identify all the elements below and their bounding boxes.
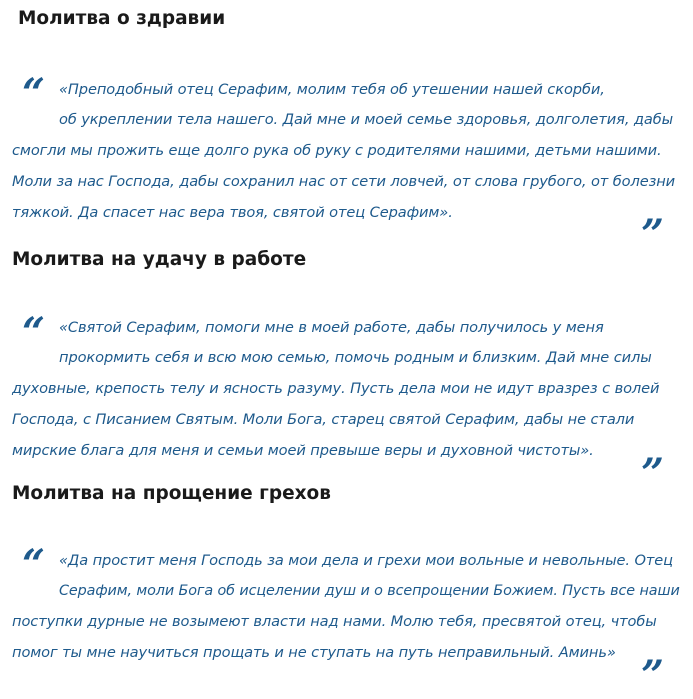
quote-line: «Святой Серафим, помоги мне в моей работе, дабы получилось у меня	[59, 319, 604, 336]
quote-line: Серафим, моли Бога об исцелении душ и о всепрощении Божием. Пусть все наши	[59, 583, 680, 599]
section-heading-health: Молитва о здравии	[18, 8, 226, 29]
quote-line: об укреплении тела нашего. Дай мне и моей семье здоровья, долголетия, дабы	[59, 111, 674, 128]
section-heading-work: Молитва на удачу в работе	[12, 249, 307, 270]
section-heading-forgiveness: Молитва на прощение грехов	[12, 483, 331, 504]
open-quote-icon: “	[22, 70, 46, 117]
quote-line: Моли за нас Господа, дабы сохранил нас от сети ловчей, от слова грубого, от болезни	[12, 173, 676, 190]
quote-line: духовные, крепость телу и ясность разуму. Пусть дела мои не идут вразрез с волей	[12, 380, 660, 397]
close-quote-icon: ”	[641, 652, 665, 699]
close-quote-icon: ”	[641, 450, 665, 497]
quote-line: помог ты мне научиться прощать и не ступать на путь неправильный. Аминь»	[12, 644, 616, 661]
quote-line: поступки дурные не возымеют власти над нами. Молю тебя, пресвятой отец, чтобы	[12, 613, 657, 630]
quote-line: тяжкой. Да спасет нас вера твоя, святой отец Серафим».	[12, 204, 453, 221]
quote-line: «Да простит меня Господь за мои дела и грехи мои вольные и невольные. Отец	[59, 552, 674, 569]
open-quote-icon: “	[22, 309, 46, 356]
quote-line: мирские блага для меня и семьи моей превыше веры и духовной чистоты».	[12, 442, 594, 459]
open-quote-icon: “	[22, 541, 46, 588]
quote-line: смогли мы прожить еще долго рука об руку с родителями нашими, детьми нашими.	[12, 142, 662, 159]
quote-line: «Преподобный отец Серафим, молим тебя об утешении нашей скорби,	[59, 81, 605, 98]
close-quote-icon: ”	[641, 211, 665, 258]
quote-line: Господа, с Писанием Святым. Моли Бога, старец святой Серафим, дабы не стали	[12, 411, 635, 428]
quote-line: прокормить себя и всю мою семью, помочь родным и близким. Дай мне силы	[59, 349, 652, 366]
